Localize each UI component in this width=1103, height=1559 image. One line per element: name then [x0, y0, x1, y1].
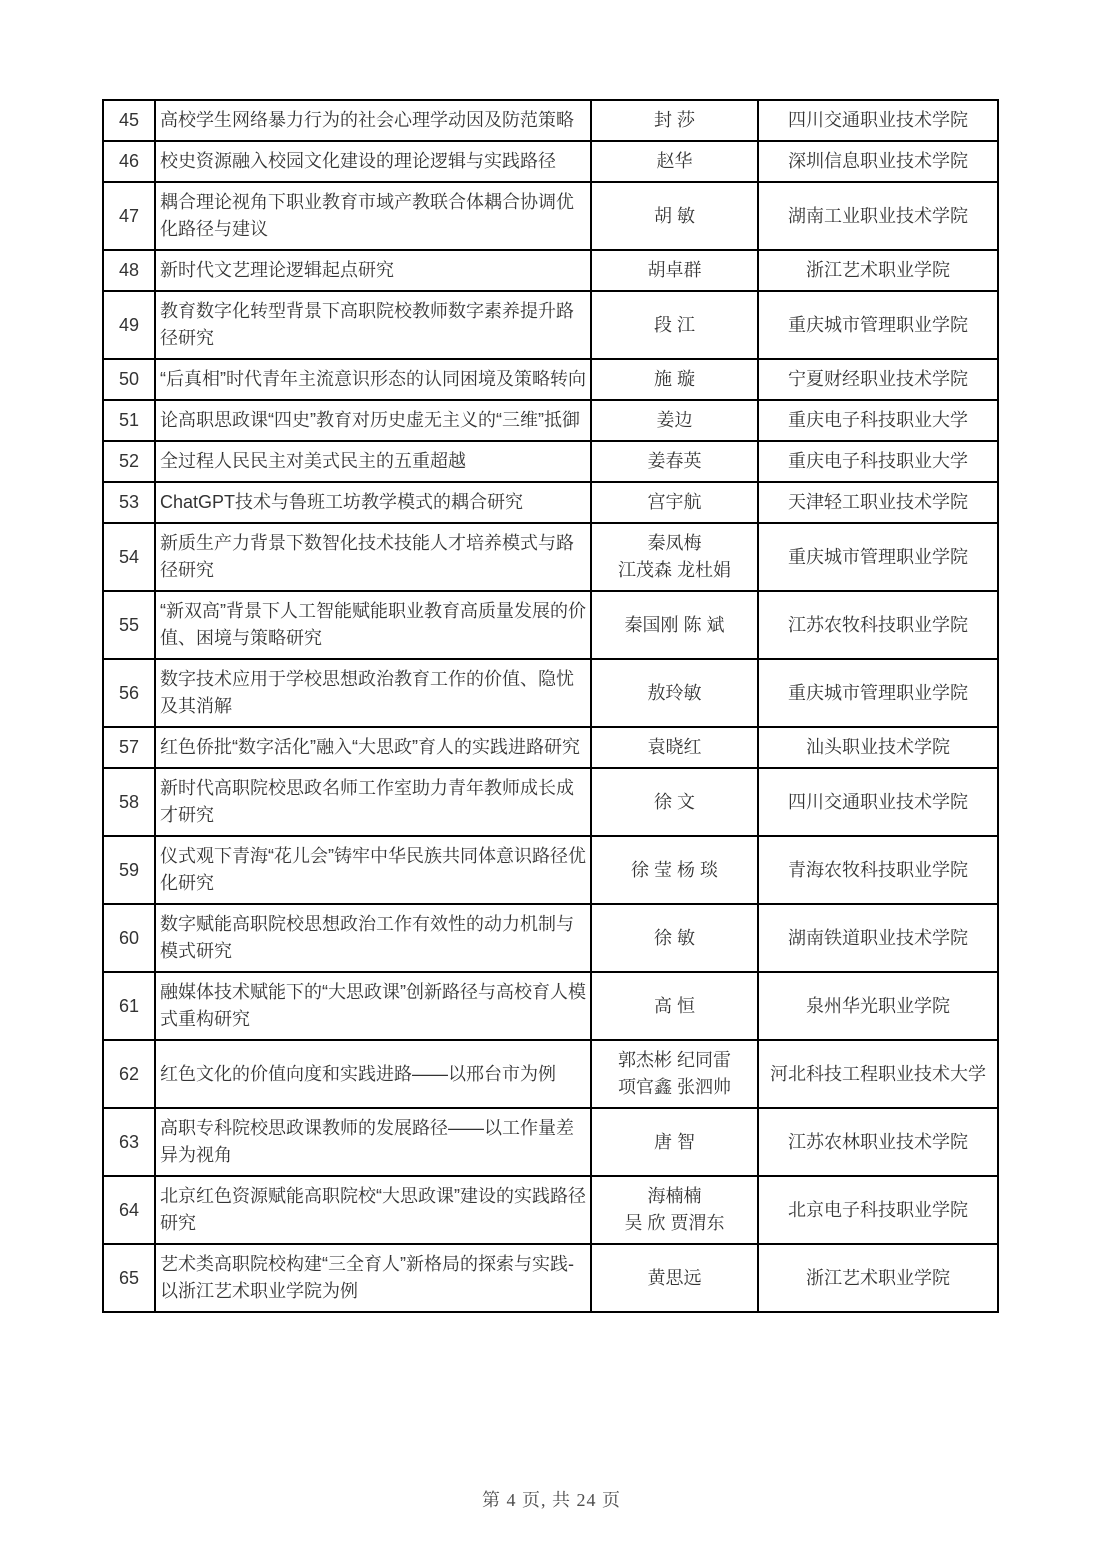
institution: 重庆电子科技职业大学 — [758, 441, 998, 482]
author-name: 赵华 — [656, 151, 693, 171]
author-name: 徐 文 — [653, 791, 695, 812]
institution: 四川交通职业技术学院 — [758, 100, 998, 141]
author-name: 高 恒 — [653, 995, 695, 1016]
row-number: 56 — [103, 659, 155, 727]
row-number: 63 — [103, 1108, 155, 1176]
author-cell — [591, 482, 758, 523]
institution: 重庆电子科技职业大学 — [758, 400, 998, 441]
paper-title: 新质生产力背景下数智化技术技能人才培养模式与路径研究 — [155, 523, 591, 591]
author-name: 项官鑫 张泗帅 — [617, 1077, 731, 1097]
author-cell — [591, 768, 758, 836]
row-number: 64 — [103, 1176, 155, 1244]
paper-title: 红色侨批“数字活化”融入“大思政”育人的实践进路研究 — [155, 727, 591, 768]
author-name: 姜春英 — [647, 451, 702, 471]
table-row — [103, 836, 998, 904]
paper-title: 红色文化的价值向度和实践进路——以邢台市为例 — [155, 1040, 591, 1108]
paper-title: “后真相”时代青年主流意识形态的认同困境及策略转向 — [155, 359, 591, 400]
author-name: 段 江 — [653, 314, 695, 335]
table-row — [103, 1040, 998, 1108]
paper-title: 数字赋能高职院校思想政治工作有效性的动力机制与模式研究 — [155, 904, 591, 972]
institution: 江苏农牧科技职业学院 — [758, 591, 998, 659]
paper-title: 全过程人民民主对美式民主的五重超越 — [155, 441, 591, 482]
table-row — [103, 250, 998, 291]
author-cell — [591, 836, 758, 904]
row-number: 58 — [103, 768, 155, 836]
papers-table-container — [102, 99, 997, 1313]
table-row — [103, 1108, 998, 1176]
institution: 江苏农林职业技术学院 — [758, 1108, 998, 1176]
table-row — [103, 904, 998, 972]
institution: 天津轻工职业技术学院 — [758, 482, 998, 523]
table-row — [103, 1176, 998, 1244]
table-row — [103, 1244, 998, 1312]
paper-title: 融媒体技术赋能下的“大思政课”创新路径与高校育人模式重构研究 — [155, 972, 591, 1040]
author-cell — [591, 359, 758, 400]
institution: 河北科技工程职业技术大学 — [758, 1040, 998, 1108]
author-cell — [591, 441, 758, 482]
institution: 北京电子科技职业学院 — [758, 1176, 998, 1244]
author-cell — [591, 1244, 758, 1312]
author-cell — [591, 400, 758, 441]
author-cell — [591, 291, 758, 359]
author-name: 徐 莹 杨 琰 — [630, 859, 718, 880]
row-number: 59 — [103, 836, 155, 904]
author-cell — [591, 904, 758, 972]
row-number: 54 — [103, 523, 155, 591]
institution: 浙江艺术职业学院 — [758, 1244, 998, 1312]
table-row — [103, 182, 998, 250]
row-number: 61 — [103, 972, 155, 1040]
paper-title: 高校学生网络暴力行为的社会心理学动因及防范策略 — [155, 100, 591, 141]
paper-title: 高职专科院校思政课教师的发展路径——以工作量差异为视角 — [155, 1108, 591, 1176]
author-cell — [591, 523, 758, 591]
table-row — [103, 400, 998, 441]
author-name: 江茂森 龙杜娟 — [617, 560, 731, 580]
row-number: 65 — [103, 1244, 155, 1312]
row-number: 47 — [103, 182, 155, 250]
paper-title: 数字技术应用于学校思想政治教育工作的价值、隐忧及其消解 — [155, 659, 591, 727]
author-cell — [591, 1176, 758, 1244]
paper-title: 仪式观下青海“花儿会”铸牢中华民族共同体意识路径优化研究 — [155, 836, 591, 904]
institution: 重庆城市管理职业学院 — [758, 291, 998, 359]
table-row — [103, 768, 998, 836]
paper-title: 校史资源融入校园文化建设的理论逻辑与实践路径 — [155, 141, 591, 182]
author-name: 封 莎 — [653, 110, 695, 130]
author-cell — [591, 659, 758, 727]
institution: 浙江艺术职业学院 — [758, 250, 998, 291]
author-name: 姜边 — [656, 410, 693, 430]
author-name: 宫宇航 — [647, 492, 702, 512]
paper-title: 论高职思政课“四史”教育对历史虚无主义的“三维”抵御 — [155, 400, 591, 441]
papers-table — [102, 99, 999, 1313]
row-number: 55 — [103, 591, 155, 659]
row-number: 48 — [103, 250, 155, 291]
author-name: 海楠楠 — [647, 1186, 702, 1206]
author-name: 胡卓群 — [647, 260, 702, 280]
paper-title: 北京红色资源赋能高职院校“大思政课”建设的实践路径研究 — [155, 1176, 591, 1244]
author-name: 胡 敏 — [653, 205, 695, 226]
page-number-footer: 第 4 页, 共 24 页 — [482, 1490, 621, 1510]
row-number: 60 — [103, 904, 155, 972]
author-cell — [591, 1040, 758, 1108]
table-row — [103, 100, 998, 141]
paper-title: 耦合理论视角下职业教育市域产教联合体耦合协调优化路径与建议 — [155, 182, 591, 250]
institution: 泉州华光职业学院 — [758, 972, 998, 1040]
institution: 宁夏财经职业技术学院 — [758, 359, 998, 400]
table-row — [103, 141, 998, 182]
author-cell — [591, 591, 758, 659]
institution: 四川交通职业技术学院 — [758, 768, 998, 836]
institution: 湖南工业职业技术学院 — [758, 182, 998, 250]
table-row — [103, 359, 998, 400]
institution: 青海农牧科技职业学院 — [758, 836, 998, 904]
table-row — [103, 659, 998, 727]
author-name: 徐 敏 — [653, 927, 695, 948]
row-number: 49 — [103, 291, 155, 359]
row-number: 52 — [103, 441, 155, 482]
institution: 深圳信息职业技术学院 — [758, 141, 998, 182]
author-name: 秦国刚 陈 斌 — [624, 614, 725, 635]
author-name: 秦凤梅 — [647, 533, 702, 553]
institution: 汕头职业技术学院 — [758, 727, 998, 768]
row-number: 53 — [103, 482, 155, 523]
paper-title: 新时代文艺理论逻辑起点研究 — [155, 250, 591, 291]
institution: 湖南铁道职业技术学院 — [758, 904, 998, 972]
institution: 重庆城市管理职业学院 — [758, 659, 998, 727]
paper-title: 艺术类高职院校构建“三全育人”新格局的探索与实践-以浙江艺术职业学院为例 — [155, 1244, 591, 1312]
table-row — [103, 291, 998, 359]
paper-title: 教育数字化转型背景下高职院校教师数字素养提升路径研究 — [155, 291, 591, 359]
author-name: 袁晓红 — [647, 737, 702, 757]
table-row — [103, 591, 998, 659]
table-row — [103, 482, 998, 523]
author-name: 施 璇 — [653, 369, 695, 389]
author-cell — [591, 972, 758, 1040]
institution: 重庆城市管理职业学院 — [758, 523, 998, 591]
row-number: 57 — [103, 727, 155, 768]
author-name: 吴 欣 贾渭东 — [624, 1213, 725, 1233]
row-number: 62 — [103, 1040, 155, 1108]
papers-table-body — [103, 100, 998, 1312]
paper-title: “新双高”背景下人工智能赋能职业教育高质量发展的价值、困境与策略研究 — [155, 591, 591, 659]
row-number: 46 — [103, 141, 155, 182]
author-name: 唐 智 — [653, 1131, 695, 1152]
table-row — [103, 523, 998, 591]
author-name: 敖玲敏 — [647, 682, 702, 703]
paper-title: ChatGPT技术与鲁班工坊教学模式的耦合研究 — [155, 482, 591, 523]
author-cell — [591, 250, 758, 291]
row-number: 50 — [103, 359, 155, 400]
paper-title: 新时代高职院校思政名师工作室助力青年教师成长成才研究 — [155, 768, 591, 836]
author-cell — [591, 141, 758, 182]
author-name: 郭杰彬 纪同雷 — [617, 1050, 731, 1070]
table-row — [103, 972, 998, 1040]
author-cell — [591, 1108, 758, 1176]
author-cell — [591, 727, 758, 768]
author-cell — [591, 182, 758, 250]
row-number: 45 — [103, 100, 155, 141]
author-cell — [591, 100, 758, 141]
row-number: 51 — [103, 400, 155, 441]
table-row — [103, 441, 998, 482]
table-row — [103, 727, 998, 768]
author-name: 黄思远 — [647, 1267, 702, 1288]
